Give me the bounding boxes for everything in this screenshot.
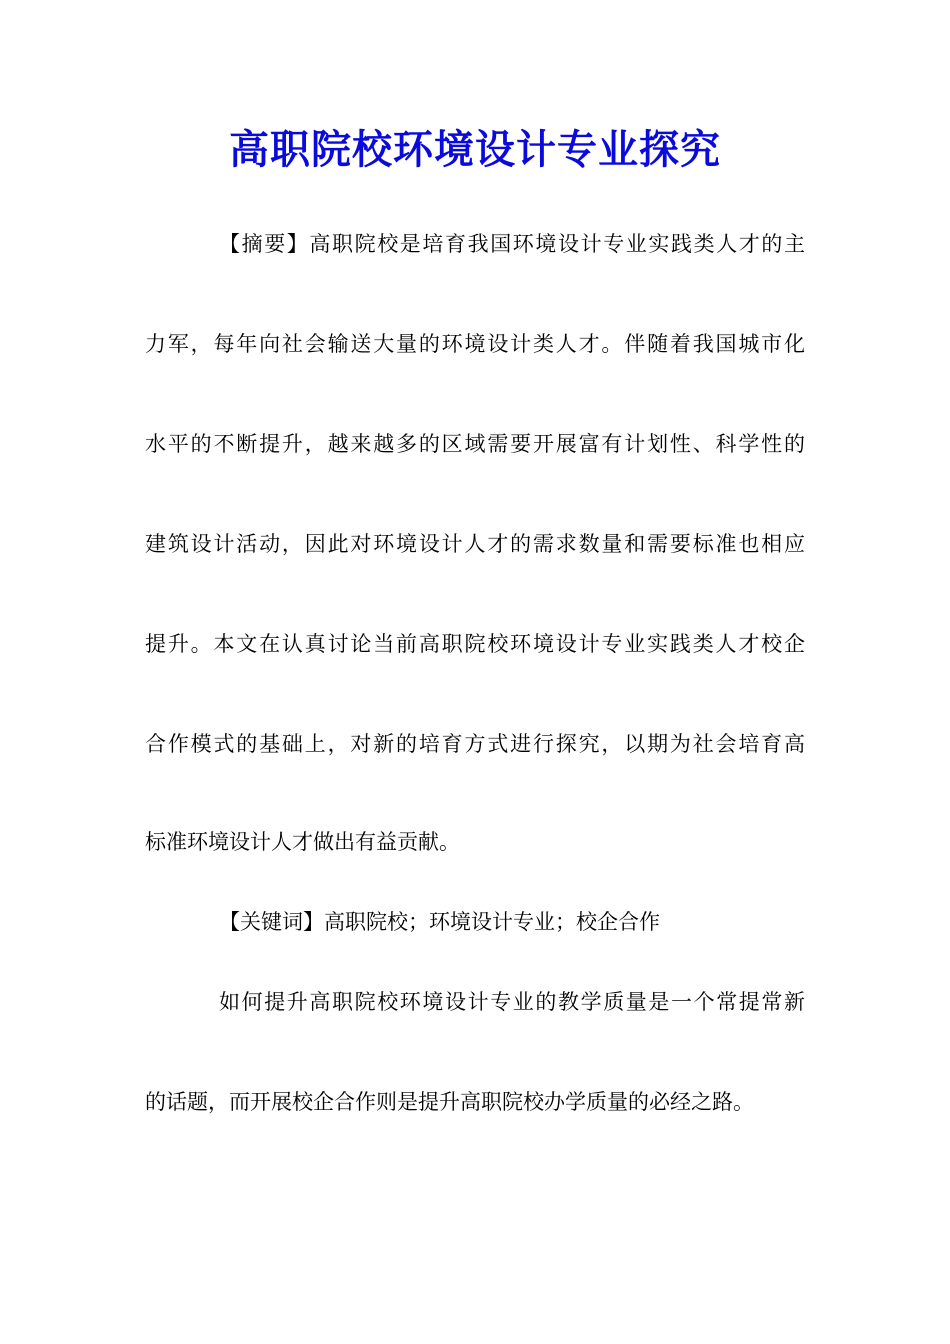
abstract-line: 【摘要】高职院校是培育我国环境设计专业实践类人才的主: [219, 232, 805, 256]
document-title: 高职院校环境设计专业探究: [229, 126, 721, 173]
keywords-line: 【关键词】高职院校；环境设计专业；校企合作: [219, 910, 660, 934]
body-line: 如何提升高职院校环境设计专业的教学质量是一个常提常新: [219, 990, 805, 1014]
abstract-line: 水平的不断提升，越来越多的区域需要开展富有计划性、科学性的: [145, 432, 805, 456]
abstract-line: 提升。本文在认真讨论当前高职院校环境设计专业实践类人才校企: [145, 632, 805, 656]
abstract-line: 力军，每年向社会输送大量的环境设计类人才。伴随着我国城市化: [145, 332, 805, 356]
abstract-line: 合作模式的基础上，对新的培育方式进行探究，以期为社会培育高: [145, 732, 805, 756]
body-line: 的话题，而开展校企合作则是提升高职院校办学质量的必经之路。: [145, 1090, 754, 1114]
abstract-line: 标准环境设计人才做出有益贡献。: [145, 830, 460, 854]
abstract-line: 建筑设计活动，因此对环境设计人才的需求数量和需要标准也相应: [145, 532, 805, 556]
